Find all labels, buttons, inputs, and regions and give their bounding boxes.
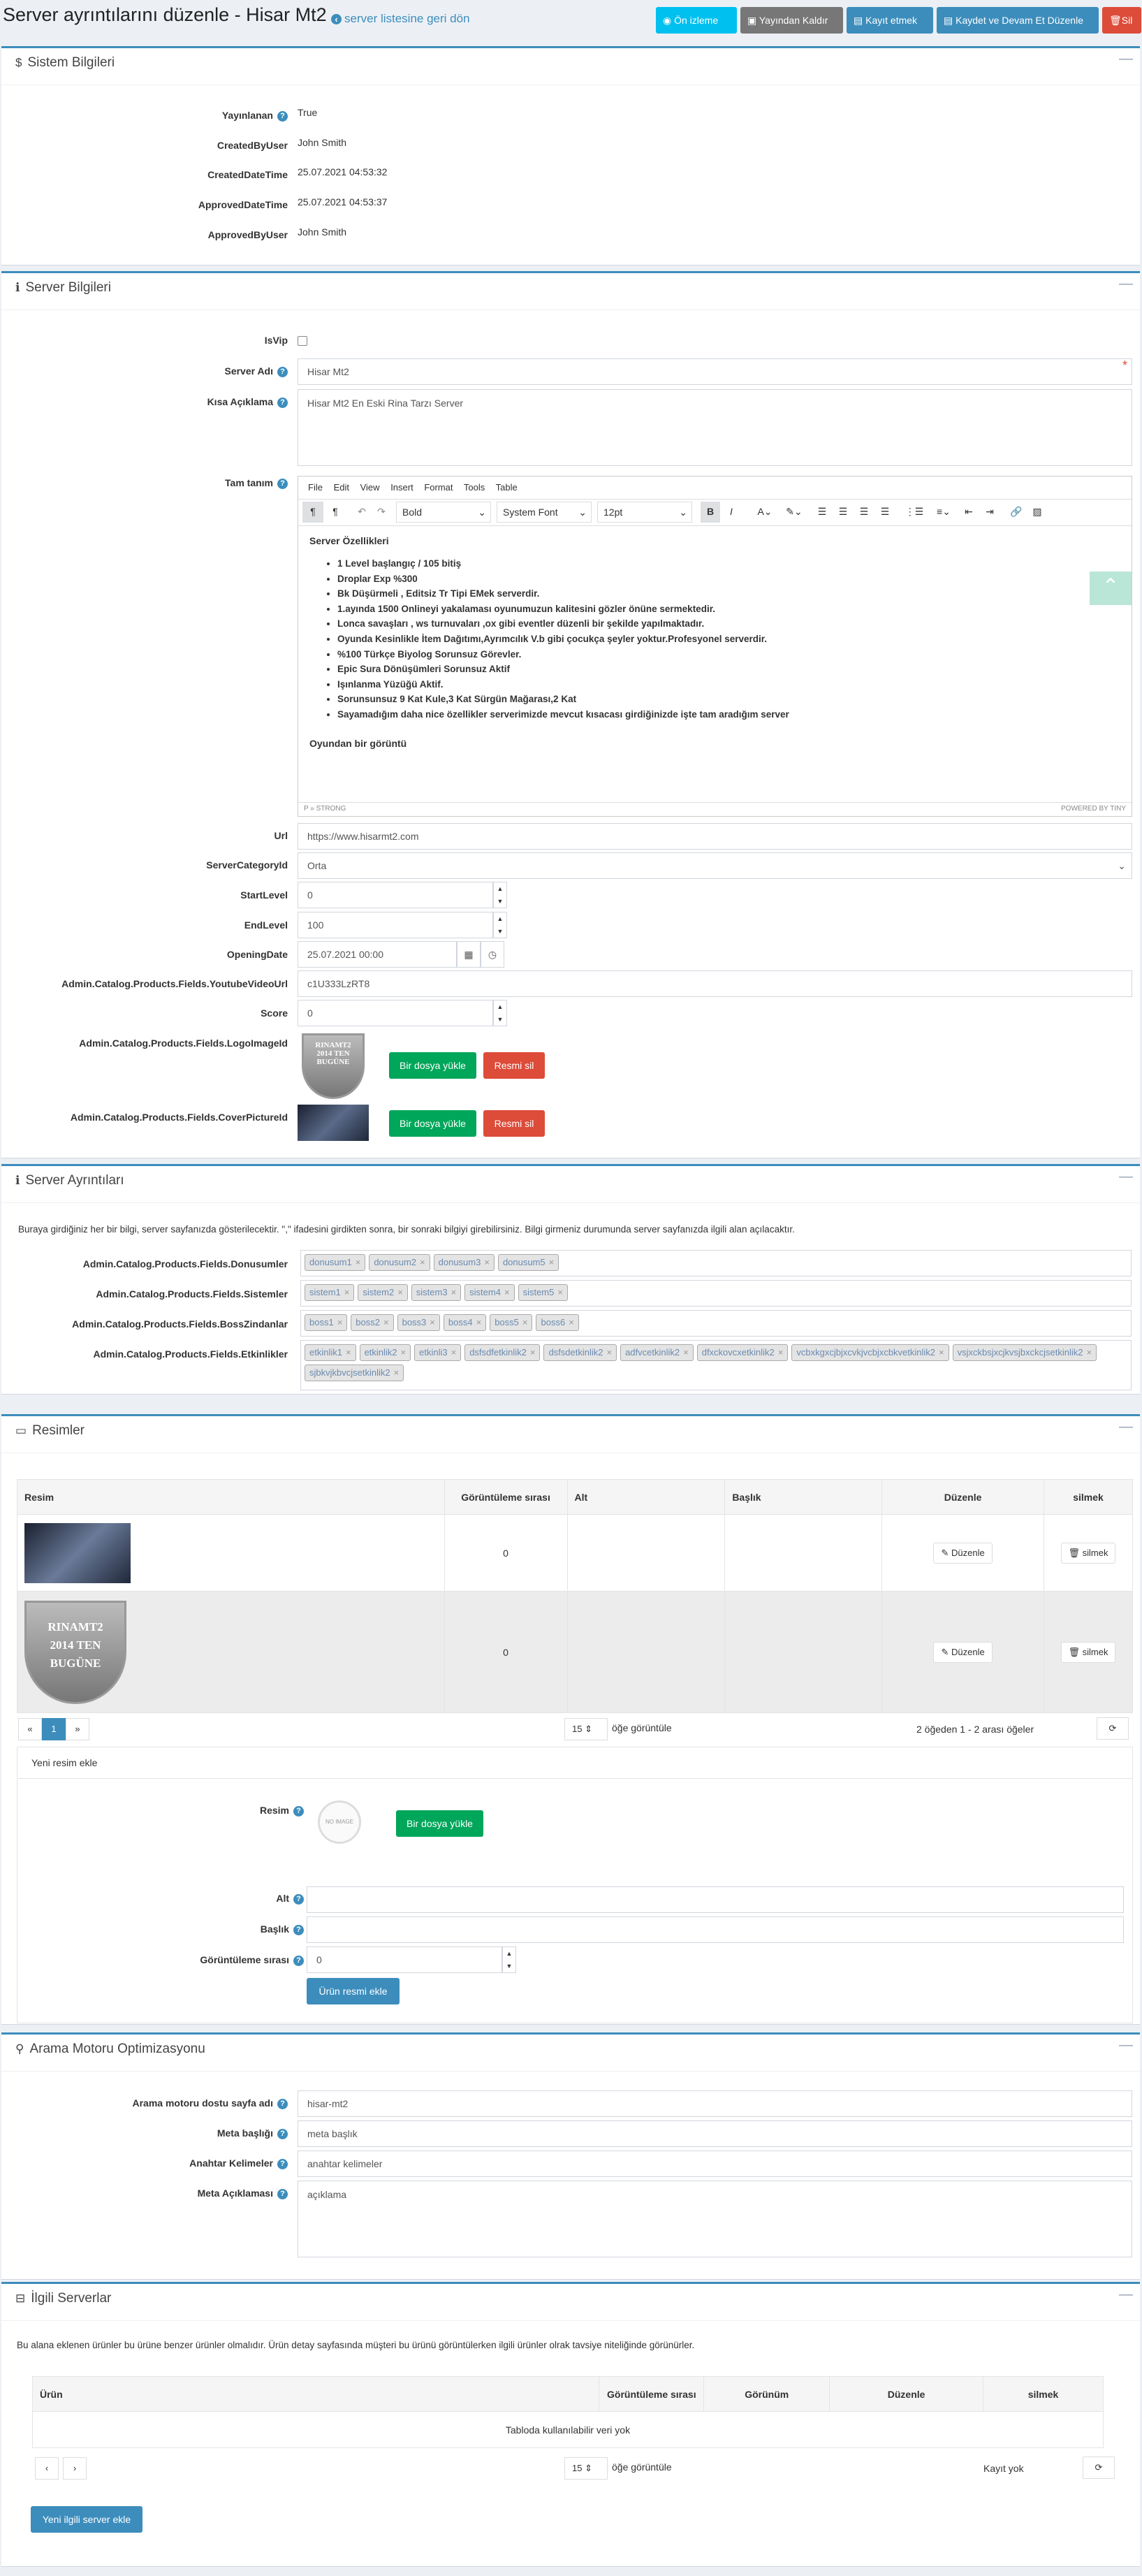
opening-date-input[interactable]: 25.07.2021 00:00: [298, 941, 457, 968]
pencil-icon: ✎: [941, 1646, 951, 1657]
tag[interactable]: donusum3 ×: [434, 1254, 495, 1271]
help-icon[interactable]: ?: [277, 479, 288, 489]
order-cell: 0: [444, 1515, 567, 1592]
save-continue-button[interactable]: ▤ Kaydet ve Devam Et Düzenle: [937, 7, 1099, 34]
youtube-input[interactable]: c1U333LzRT8: [298, 970, 1132, 997]
keywords-label: Anahtar Kelimeler ?: [1, 2157, 288, 2169]
new-picture-title: Yeni resim ekle: [31, 1757, 98, 1768]
collapse-icon[interactable]: —: [1119, 2287, 1133, 2302]
tag[interactable]: dfxckovcxetkinlik2 ×: [697, 1344, 789, 1361]
help-icon[interactable]: ?: [277, 398, 288, 408]
col-header: Ürün: [33, 2377, 599, 2412]
indent-icon[interactable]: ⇥: [986, 506, 994, 517]
etkinlik-label: Admin.Catalog.Products.Fields.Etkinlikler: [93, 1348, 288, 1360]
chevron-down-icon: ⌄: [1118, 860, 1126, 871]
related-info-text: Bu alana eklenen ürünler bu ürüne benzer ürünler olmalıdır. Ürün detay sayfasında müşteri bu ürünü görüntülerken ilgili ürünler olrak tavsiye niteliğinde görünürler.: [17, 2340, 695, 2350]
collapse-icon[interactable]: —: [1119, 1419, 1133, 1434]
meta-title-label: Meta başlığı ?: [1, 2127, 288, 2139]
related-card: [1, 2282, 1140, 2567]
undo-icon[interactable]: ↶: [358, 506, 366, 517]
editor-menubar[interactable]: [308, 482, 518, 493]
seo-name-label: Arama motoru dostu sayfa adı ?: [1, 2097, 288, 2109]
tag[interactable]: donusum2 ×: [369, 1254, 430, 1271]
eye-icon: ◉: [663, 15, 675, 26]
keywords-input[interactable]: anahtar kelimeler: [298, 2151, 1132, 2177]
collapse-icon[interactable]: —: [1119, 276, 1133, 291]
col-header: Görüntüleme sırası: [444, 1480, 567, 1515]
col-header: Düzenle: [830, 2377, 983, 2412]
details-info-text: Buraya girdiğiniz her bir bilgi, server sayfanızda gösterilecektir. "," ifadesini girdikten sonra, bir sonraki bilgiyi girebilirsiniz. Bilgi girmeniz durumunda server sayfanızda ilgili alan açılacaktır.: [18, 1224, 795, 1235]
ltr-icon[interactable]: ¶: [302, 502, 323, 523]
next-page-button[interactable]: »: [66, 1718, 89, 1740]
meta-title-input[interactable]: meta başlık: [298, 2120, 1132, 2147]
image-icon[interactable]: ▨: [1032, 506, 1042, 517]
start-level-input[interactable]: 0: [298, 882, 493, 908]
italic-icon[interactable]: I: [730, 506, 733, 517]
delete-button[interactable]: 🗑 silmek: [1061, 1543, 1116, 1564]
server-info-card: [1, 271, 1140, 1158]
col-header: silmek: [1044, 1480, 1133, 1515]
cover-label: Admin.Catalog.Products.Fields.CoverPictureId: [70, 1112, 288, 1123]
col-header: Görünüm: [704, 2377, 830, 2412]
cover-upload-button[interactable]: Bir dosya yükle: [389, 1110, 476, 1137]
help-icon[interactable]: ?: [293, 1894, 304, 1905]
short-desc-textarea[interactable]: Hisar Mt2 En Eski Rina Tarzı Server: [298, 389, 1132, 466]
tag[interactable]: sistem4 ×: [464, 1284, 514, 1301]
next-page-button[interactable]: ›: [63, 2457, 87, 2480]
alt-input[interactable]: [307, 1886, 1124, 1913]
card-title: $ Sistem Bilgileri: [15, 55, 115, 70]
tag[interactable]: boss4 ×: [444, 1314, 486, 1331]
score-input[interactable]: 0: [298, 1000, 493, 1026]
tag[interactable]: sistem3 ×: [411, 1284, 461, 1301]
approved-date-label: ApprovedDateTime: [198, 199, 288, 210]
tag[interactable]: etkinlik1 ×: [305, 1344, 356, 1361]
collapse-icon[interactable]: —: [1119, 1169, 1133, 1184]
score-label: Score: [261, 1007, 288, 1019]
menu-tools[interactable]: Tools: [463, 482, 485, 493]
highlight-icon[interactable]: ✎⌄: [786, 506, 803, 517]
col-header: silmek: [983, 2377, 1104, 2412]
help-icon[interactable]: ?: [293, 1925, 304, 1935]
trash-icon: 🗑: [1068, 1547, 1083, 1558]
tag[interactable]: sjbkvjkbvcjsetkinlik2 ×: [305, 1365, 404, 1381]
donusum-label: Admin.Catalog.Products.Fields.Donusumler: [82, 1258, 288, 1269]
info-icon: ℹ: [15, 281, 20, 294]
tag[interactable]: donusum5 ×: [498, 1254, 559, 1271]
spinner-icon[interactable]: ▲ ▼: [493, 1000, 507, 1026]
published-value: True: [298, 107, 318, 118]
spinner-icon[interactable]: ▲ ▼: [493, 912, 507, 938]
boss-label: Admin.Catalog.Products.Fields.BossZindanlar: [72, 1318, 288, 1330]
col-header: Alt: [567, 1480, 725, 1515]
align-justify-icon[interactable]: ☰: [880, 506, 890, 517]
tag[interactable]: boss2 ×: [351, 1314, 393, 1331]
url-input[interactable]: https://www.hisarmt2.com: [298, 823, 1132, 850]
table-row: [17, 1592, 1133, 1713]
editor-powered: POWERED BY TINY: [1061, 805, 1126, 813]
col-header: Düzenle: [882, 1480, 1044, 1515]
seo-name-input[interactable]: hisar-mt2: [298, 2090, 1132, 2117]
unpublish-button[interactable]: ▣ Yayından Kaldır: [740, 7, 843, 34]
refresh-icon[interactable]: ⟳: [1097, 1717, 1129, 1740]
format-select[interactable]: Bold ⌄: [396, 502, 491, 523]
sistemler-label: Admin.Catalog.Products.Fields.Sistemler: [96, 1288, 288, 1300]
edit-button[interactable]: ✎ Düzenle: [933, 1642, 992, 1663]
tag[interactable]: vsjxckbsjxcjkvsjbxckcjsetkinlik2 ×: [953, 1344, 1097, 1361]
tag[interactable]: sistem5 ×: [518, 1284, 568, 1301]
tag[interactable]: boss1 ×: [305, 1314, 347, 1331]
bullet-list-icon[interactable]: ⋮☰: [905, 506, 924, 517]
table-row: [17, 1515, 1133, 1592]
tag[interactable]: etkinli3 ×: [414, 1344, 461, 1361]
isvip-label: IsVip: [264, 335, 288, 346]
page-header: [0, 0, 1142, 41]
new-picture-label: Resim ?: [17, 1805, 304, 1817]
help-icon[interactable]: ?: [277, 111, 288, 122]
collapse-icon[interactable]: —: [1119, 2037, 1133, 2053]
approved-by-label: ApprovedByUser: [207, 229, 288, 240]
sistemler-tags[interactable]: [300, 1280, 1132, 1307]
logo-label: Admin.Catalog.Products.Fields.LogoImageId: [79, 1038, 288, 1049]
rich-text-editor[interactable]: [298, 476, 1132, 817]
delete-button[interactable]: 🗑Sil: [1102, 7, 1141, 34]
category-label: ServerCategoryId: [206, 859, 288, 871]
help-icon[interactable]: ?: [277, 2099, 288, 2109]
tag[interactable]: vcbxkgxcjbjxcvkjvcbjxcbkvetkinlik2 ×: [791, 1344, 949, 1361]
created-by-value: John Smith: [298, 137, 347, 148]
alt-label: Alt ?: [17, 1893, 304, 1905]
approved-date-value: 25.07.2021 04:53:37: [298, 196, 388, 208]
col-header: Resim: [17, 1480, 445, 1515]
created-date-value: 25.07.2021 04:53:32: [298, 166, 388, 177]
page-size-label: öğe görüntüle: [612, 1722, 672, 1733]
boss-tags[interactable]: [300, 1310, 1132, 1337]
server-name-label: Server Adı ?: [1, 365, 288, 377]
add-related-button[interactable]: Yeni ilgili server ekle: [31, 2506, 142, 2533]
tag[interactable]: adfvcetkinlik2 ×: [620, 1344, 694, 1361]
dollar-icon: $: [15, 56, 22, 69]
scroll-top-icon[interactable]: ⌃: [1090, 572, 1132, 605]
page-size-select[interactable]: 15 ⇕: [564, 1718, 608, 1740]
editor-footer-text: Oyundan bir görüntü: [309, 738, 407, 749]
align-left-icon[interactable]: ☰: [817, 506, 827, 517]
prev-page-button[interactable]: ‹: [35, 2457, 59, 2480]
tag[interactable]: sistem1 ×: [305, 1284, 354, 1301]
logo-upload-button[interactable]: Bir dosya yükle: [389, 1052, 476, 1079]
link-icon: ⊟: [15, 2292, 26, 2305]
tag[interactable]: boss5 ×: [490, 1314, 532, 1331]
prev-page-button[interactable]: «: [18, 1718, 42, 1740]
related-table: [32, 2376, 1104, 2448]
tag[interactable]: sistem2 ×: [358, 1284, 407, 1301]
end-level-label: EndLevel: [244, 919, 288, 931]
page-size-label: öğe görüntüle: [612, 2461, 672, 2473]
help-icon[interactable]: ?: [277, 2129, 288, 2139]
empty-table-message: Tabloda kullanılabilir veri yok: [33, 2412, 1104, 2448]
number-list-icon[interactable]: ≡⌄: [937, 506, 951, 517]
tag[interactable]: etkinlik2 ×: [360, 1344, 411, 1361]
arrow-left-icon: ‹: [331, 14, 342, 24]
youtube-label: Admin.Catalog.Products.Fields.YoutubeVideoUrl: [61, 978, 288, 989]
picture-title-label: Başlık ?: [17, 1923, 304, 1935]
display-order-label: Görüntüleme sırası ?: [17, 1954, 304, 1966]
donusum-tags[interactable]: [300, 1250, 1132, 1276]
seo-card: [1, 2032, 1140, 2280]
server-details-card: [1, 1164, 1140, 1395]
col-header: Görüntüleme sırası: [599, 2377, 704, 2412]
align-right-icon[interactable]: ☰: [859, 506, 869, 517]
page-size-select[interactable]: 15 ⇕: [564, 2457, 608, 2480]
picture-icon: ▭: [15, 1424, 27, 1437]
cover-remove-button[interactable]: Resmi sil: [483, 1110, 545, 1137]
editor-bullet-list: • 1 Level başlangıç / 105 bitiş • Droplar Exp %300 • Bk Düşürmeli , Editsiz Tr Tipi EMek serverdir. • 1.ayında 1500 Onlineyi yakalaması oyunumuzun kalitesini gözler önüne sermektedir. • Lonca savaşları , ws turnuvaları ,ox gibi eventler düzenli bir şekilde yapılmaktadır. • Oyunda Kesinlikle İtem Dağıtımı,Ayrımcılık V.b gibi çocukça şeyler yoktur.Profesyonel serverdir. • %100 Türkçe Biyolog Sorunsuz Görevler. • Epic Sura Dönüşümleri Sorunsuz Aktif • Işınlanma Yüzüğü Aktif. • Sorunsunsuz 9 Kat Kule,3 Kat Sürgün Mağarası,2 Kat • Sayamadığım daha nice özellikler serverimizde mevcut kısacası girdiğinizde işte tam aradığım server: [337, 556, 789, 722]
font-select[interactable]: System Font ⌄: [497, 502, 592, 523]
pencil-icon: ✎: [941, 1547, 951, 1558]
tag[interactable]: boss3 ×: [397, 1314, 440, 1331]
edit-button[interactable]: ✎ Düzenle: [933, 1543, 992, 1564]
search-icon: ⚲: [15, 2042, 24, 2055]
preview-button[interactable]: ◉ Ön izleme: [656, 7, 737, 34]
card-title: ⊟ İlgili Serverlar: [15, 2291, 112, 2306]
required-marker: *: [1122, 358, 1128, 372]
delete-button[interactable]: 🗑 silmek: [1061, 1642, 1116, 1663]
short-desc-label: Kısa Açıklama ?: [1, 396, 288, 408]
collapse-icon[interactable]: —: [1119, 51, 1133, 66]
card-title: ℹ Server Ayrıntıları: [15, 1173, 124, 1188]
picture-thumbnail: RINAMT2 2014 TEN BUGÜNE: [24, 1601, 126, 1704]
server-name-input[interactable]: Hisar Mt2: [298, 358, 1132, 385]
calendar-icon[interactable]: ▦: [457, 941, 481, 968]
etkinlik-tags[interactable]: [300, 1340, 1132, 1390]
pagination-summary: 2 öğeden 1 - 2 arası öğeler: [916, 1724, 1034, 1735]
published-label: Yayınlanan ?: [1, 110, 288, 122]
picture-title-input[interactable]: [307, 1916, 1124, 1943]
menu-edit[interactable]: Edit: [333, 482, 349, 493]
card-title: ⚲ Arama Motoru Optimizasyonu: [15, 2042, 205, 2056]
meta-desc-label: Meta Açıklaması ?: [1, 2188, 288, 2199]
display-order-input[interactable]: 0: [307, 1946, 502, 1973]
refresh-icon[interactable]: ⟳: [1083, 2457, 1115, 2479]
add-picture-button[interactable]: Ürün resmi ekle: [307, 1978, 400, 2004]
category-select[interactable]: Orta ⌄: [298, 852, 1132, 879]
bold-icon[interactable]: B: [701, 502, 720, 523]
pictures-card: [1, 1414, 1140, 2025]
menu-view[interactable]: View: [360, 482, 380, 493]
no-image-placeholder: NO IMAGE: [318, 1800, 361, 1844]
tag[interactable]: boss6 ×: [536, 1314, 578, 1331]
logo-remove-button[interactable]: Resmi sil: [483, 1052, 545, 1079]
start-level-label: StartLevel: [240, 889, 288, 901]
logo-image: RINAMT2 2014 TEN BUGÜNE: [302, 1033, 365, 1099]
approved-by-value: John Smith: [298, 226, 347, 238]
created-by-label: CreatedByUser: [217, 140, 288, 151]
back-link-label: server listesine geri dön: [344, 12, 470, 25]
tag[interactable]: dsfsdetkinlik2 ×: [543, 1344, 617, 1361]
col-header: Başlık: [725, 1480, 882, 1515]
opening-date-label: OpeningDate: [226, 949, 288, 960]
save-button[interactable]: ▤ Kayıt etmek: [847, 7, 933, 34]
trash-icon: 🗑: [1109, 15, 1122, 26]
help-icon[interactable]: ?: [277, 2159, 288, 2169]
meta-desc-textarea[interactable]: açıklama: [298, 2181, 1132, 2257]
spinner-icon[interactable]: ▲ ▼: [502, 1946, 516, 1973]
unpublish-icon: ▣: [747, 15, 759, 26]
save-icon: ▤: [854, 15, 866, 26]
editor-path: P » STRONG: [304, 805, 346, 813]
order-cell: 0: [444, 1592, 567, 1713]
cover-image: [298, 1105, 369, 1141]
trash-icon: 🗑: [1068, 1646, 1083, 1657]
clock-icon[interactable]: ◷: [481, 941, 504, 968]
chevron-down-icon: ⌄: [578, 507, 587, 518]
page-title: Server ayrıntılarını düzenle - Hisar Mt2: [3, 4, 327, 25]
spinner-icon[interactable]: ▲ ▼: [493, 882, 507, 908]
menu-file[interactable]: File: [308, 482, 323, 493]
help-icon[interactable]: ?: [293, 1956, 304, 1966]
rtl-icon[interactable]: ¶: [332, 506, 338, 517]
full-desc-label: Tam tanım ?: [1, 477, 288, 489]
redo-icon[interactable]: ↷: [377, 506, 386, 517]
card-title: ▭ Resimler: [15, 1423, 85, 1438]
created-date-label: CreatedDateTime: [207, 169, 288, 180]
pagination-summary: Kayıt yok: [983, 2463, 1024, 2474]
end-level-input[interactable]: 100: [298, 912, 493, 938]
tag[interactable]: donusum1 ×: [305, 1254, 365, 1271]
chevron-down-icon: ⌄: [478, 507, 486, 518]
info-icon: ℹ: [15, 1174, 20, 1187]
menu-format[interactable]: Format: [424, 482, 453, 493]
help-icon[interactable]: ?: [293, 1806, 304, 1817]
text-color-icon[interactable]: A⌄: [757, 506, 773, 517]
help-icon[interactable]: ?: [277, 367, 288, 377]
system-info-card: [1, 46, 1140, 265]
pictures-table: [17, 1479, 1133, 1713]
back-link[interactable]: [331, 12, 470, 26]
link-icon[interactable]: 🔗: [1010, 506, 1023, 517]
size-select[interactable]: 12pt ⌄: [597, 502, 692, 523]
isvip-checkbox[interactable]: [298, 336, 307, 346]
picture-thumbnail: [24, 1523, 131, 1583]
card-title: ℹ Server Bilgileri: [15, 280, 111, 295]
url-label: Url: [274, 830, 288, 841]
align-center-icon[interactable]: ☰: [838, 506, 848, 517]
menu-insert[interactable]: Insert: [390, 482, 413, 493]
editor-heading: Server Özellikleri: [309, 535, 389, 546]
new-picture-upload-button[interactable]: Bir dosya yükle: [396, 1810, 483, 1837]
page-1-button[interactable]: 1: [42, 1718, 66, 1740]
outdent-icon[interactable]: ⇤: [965, 506, 973, 517]
new-picture-panel: [17, 1747, 1133, 2023]
chevron-down-icon: ⌄: [679, 507, 687, 518]
menu-table[interactable]: Table: [495, 482, 518, 493]
save-icon: ▤: [944, 15, 956, 26]
tag[interactable]: dsfsdfetkinlik2 ×: [464, 1344, 540, 1361]
help-icon[interactable]: ?: [277, 2189, 288, 2199]
